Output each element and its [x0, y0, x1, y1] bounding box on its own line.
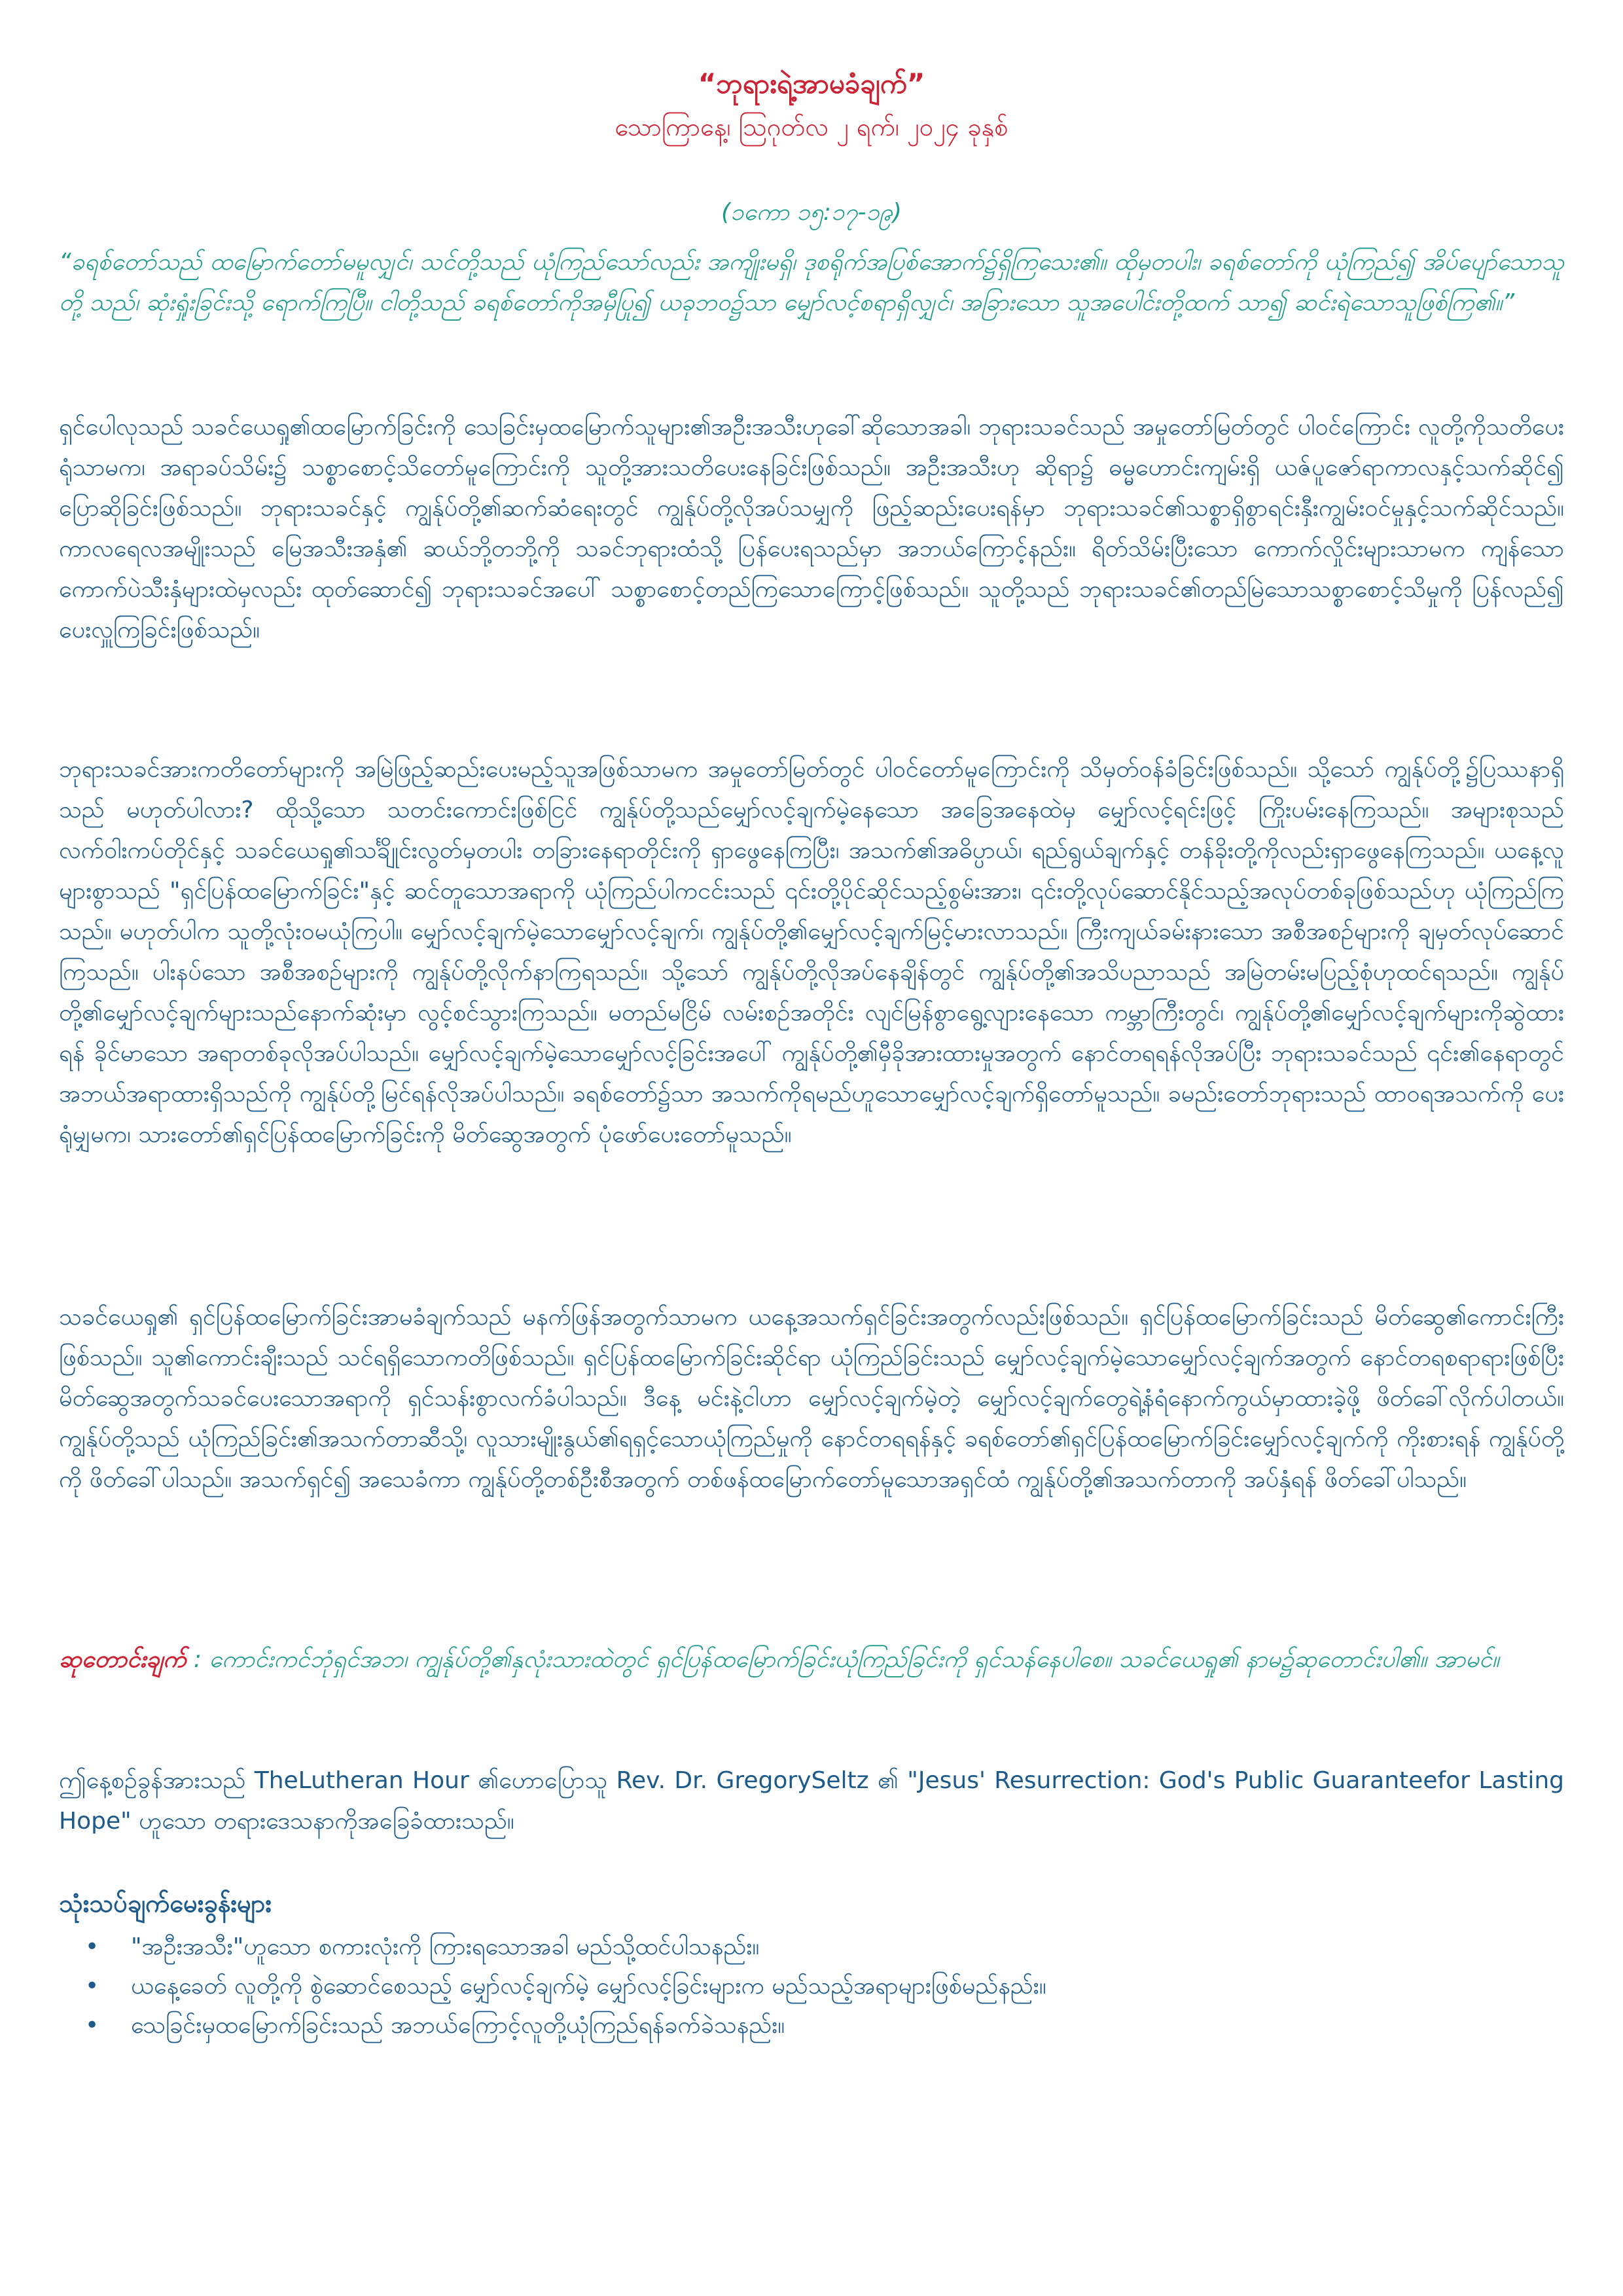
question-text: "အဦးအသီး"ဟူသော စကားလုံးကို ကြားရသောအခါ မည်သို့ထင်ပါသနည်း။ [131, 1933, 760, 1960]
questions-heading: သုံးသပ်ချက်မေးခွန်းများ [59, 1889, 272, 1918]
prayer-text: ကောင်းကင်ဘုံရှင်အဘ၊ ကျွန်ုပ်တို့၏နှလုံးသားထဲတွင် ရှင်ပြန်ထမြောက်ခြင်းယုံကြည်ခြင်းကို ရှင်သန်နေပါစေ။ သခင်ယေရှု၏ နာမ၌ဆုတောင်းပါ၏။ အာမင်။ [209, 1646, 1499, 1673]
bullet-icon: • [85, 1973, 99, 2000]
source-note: ဤနေ့စဉ်ခွန်အားသည် TheLutheran Hour ၏ဟောပြောသူ Rev. Dr. GregorySeltz ၏ "Jesus' Resurrection: God's Public Guaranteefor Lasting Hope" ဟူသော တရားဒေသနာကိုအခြေခံထားသည်။ [59, 1767, 1564, 1835]
body-paragraph-3: သခင်ယေရှု၏ ရှင်ပြန်ထမြောက်ခြင်းအာမခံချက်သည် မနက်ဖြန်အတွက်သာမက ယနေ့အသက်ရှင်ခြင်းအတွက်လည်းဖြစ်သည်။ ရှင်ပြန်ထမြောက်ခြင်းသည် မိတ်ဆွေ၏ကောင်းကြီးဖြစ်သည်။ သူ၏ကောင်းချီးသည် သင်ရရှိသောကတိဖြစ်သည်။ ရှင်ပြန်ထမြောက်ခြင်းဆိုင်ရာ ယုံကြည်ခြင်းသည် မျှော်လင့်ချက်မဲ့သောမျှော်လင့်ချက်အတွက် နောင်တရစရာရားဖြစ်ပြီး မိတ်ဆွေအတွက်သခင်ပေးသောအရာကို ရှင်သန်းစွာလက်ခံပါသည်။ ဒီနေ့ မင်းနဲ့ငါဟာ မျှော်လင့်ချက်မဲ့တဲ့ မျှော်လင့်ချက်တွေရဲ့နံရံနောက်ကွယ်မှာထားခဲ့ဖို့ ဖိတ်ခေါ်လိုက်ပါတယ်။ ကျွန်ုပ်တို့သည် ယုံကြည်ခြင်း၏အသက်တာဆီသို့၊ လူသားမျိုးနွယ်၏ရရှင့်သောယုံကြည်မှုကို နောင်တရရန်နှင့် ခရစ်တော်၏ရှင်ပြန်ထမြောက်ခြင်းမျှော်လင့်ချက်ကို ကိုးစားရန် ကျွန်ုပ်တို့ကို ဖိတ်ခေါ်ပါသည်။ အသက်ရှင်၍ အသေခံကာ ကျွန်ုပ်တို့တစ်ဦးစီအတွက် တစ်ဖန်ထမြောက်တော်မူသောအရှင်ထံ ကျွန်ုပ်တို့၏အသက်တာကို အပ်နှံရန် ဖိတ်ခေါ်ပါသည်။ [59, 1304, 1564, 1493]
prayer-label: ဆုတောင်းချက် [59, 1646, 187, 1673]
question-text: သေခြင်းမှထမြောက်ခြင်းသည် အဘယ်ကြောင့်လူတို့ယုံကြည်ရန်ခက်ခဲသနည်း။ [131, 2012, 785, 2039]
list-item [59, 2006, 1564, 2045]
body-paragraph-2: ဘုရားသခင်အားကတိတော်များကို အမြဲဖြည့်ဆည်းပေးမည့်သူအဖြစ်သာမက အမှုတော်မြတ်တွင် ပါဝင်တော်မူကြောင်းကို သိမှတ်ဝန်ခံခြင်းဖြစ်သည်။ သို့သော် ကျွန်ုပ်တို့၌ပြဿနာရှိသည် မဟုတ်ပါလား? ထိုသို့သော သတင်းကောင်းဖြစ်ငြင် ကျွန်ုပ်တို့သည်မျှော်လင့်ချက်မဲ့နေသော အခြေအနေထဲမှ မျှော်လင့်ရင်းဖြင့် ကြိုးပမ်းနေကြသည်။ အများစုသည် လက်ဝါးကပ်တိုင်နှင့် သခင်ယေရှု၏သင်္ချိုင်းလွတ်မှတပါး တခြားနေရာတိုင်းကို ရှာဖွေနေကြပြီး၊ အသက်၏အဓိပ္ပာယ်၊ ရည်ရွယ်ချက်နှင့် တန်ခိုးတို့ကိုလည်းရှာဖွေနေကြသည်။ ယနေ့လူများစွာသည် "ရှင်ပြန်ထမြောက်ခြင်း"နှင့် ဆင်တူသောအရာကို ယုံကြည်ပါကငင်းသည် ၎င်းတို့ပိုင်ဆိုင်သည့်စွမ်းအား၊ ၎င်းတို့လုပ်ဆောင်နိုင်သည့်အလုပ်တစ်ခုဖြစ်သည်ဟု ယုံကြည်ကြသည်။ မဟုတ်ပါက သူတို့လုံးဝမယုံကြပါ။ မျှော်လင့်ချက်မဲ့သောမျှော်လင့်ချက်၊ ကျွန်ုပ်တို့၏မျှော်လင့်ချက်မြင့်မားလာသည်။ ကြီးကျယ်ခမ်းနားသော အစီအစဉ်များကို ချမှတ်လုပ်ဆောင်ကြသည်။ ပါးနပ်သော အစီအစဉ်များကို ကျွန်ုပ်တို့လိုက်နာကြရသည်။ သို့သော် ကျွန်ုပ်တို့လိုအပ်နေချိန်တွင် ကျွန်ုပ်တို့၏အသိပညာသည် အမြဲတမ်းမပြည့်စုံဟုထင်ရသည်။ ကျွန်ုပ်တို့၏မျှော်လင့်ချက်များသည်နောက်ဆုံးမှာ လွင့်စင်သွားကြသည်။ မတည်မငြိမ် လမ်းစဉ်အတိုင်း လျင်မြန်စွာရွေ့လျားနေသော ကမ္ဘာကြီးတွင်၊ ကျွန်ုပ်တို့၏မျှော်လင့်ချက်များကိုဆွဲထားရန် ခိုင်မာသော အရာတစ်ခုလိုအပ်ပါသည်။ မျှော်လင့်ချက်မဲ့သောမျှော်လင့်ခြင်းအပေါ် ကျွန်ုပ်တို့၏မှီခိုအားထားမှုအတွက် နောင်တရရန်လိုအပ်ပြီး ဘုရားသခင်သည် ၎င်း၏နေရာတွင် အဘယ်အရာထားရှိသည်ကို ကျွန်ုပ်တို့မြင်ရန်လိုအပ်ပါသည်။ ခရစ်တော်၌သာ အသက်ကိုရမည်ဟူသောမျှော်လင့်ချက်ရှိတော်မူသည်။ ခမည်းတော်ဘုရားသည် ထာဝရအသက်ကို ပေးရုံမျှမက၊ သားတော်၏ရှင်ပြန်ထမြောက်ခြင်းကို မိတ်ဆွေအတွက် ပုံဖော်ပေးတော်မူသည်။ [59, 756, 1564, 1148]
bullet-icon: • [85, 2012, 99, 2039]
prayer-separator: : [186, 1646, 209, 1673]
list-item [59, 1928, 1564, 1967]
body-paragraph-1: ရှင်ပေါလုသည် သခင်ယေရှု၏ထမြောက်ခြင်းကို သေခြင်းမှထမြောက်သူများ၏အဦးအသီးဟုခေါ်ဆိုသောအခါ၊ ဘုရားသခင်သည် အမှုတော်မြတ်တွင် ပါဝင်ကြောင်း လူတို့ကိုသတိပေးရုံသာမက၊ အရာခပ်သိမ်း၌ သစ္စာစောင့်သိတော်မူကြောင်းကို သူတို့အားသတိပေးနေခြင်းဖြစ်သည်။ အဦးအသီးဟု ဆိုရာ၌ ဓမ္မဟောင်းကျမ်းရှိ ယဇ်ပူဇော်ရာကာလနှင့်သက်ဆိုင်၍ ပြောဆိုခြင်းဖြစ်သည်။ ဘုရားသခင်နှင့် ကျွန်ုပ်တို့၏ဆက်ဆံရေးတွင် ကျွန်ုပ်တို့လိုအပ်သမျှကို ဖြည့်ဆည်းပေးရန်မှာ ဘုရားသခင်၏သစ္စာရှိစွာရင်းနှီးကျွမ်းဝင်မှုနှင့်သက်ဆိုင်သည်။ ကာလရေလအမျိုးသည် မြေအသီးအနှံ၏ ဆယ်ဘို့တဘို့ကို သခင်ဘုရားထံသို့ ပြန်ပေးရသည်မှာ အဘယ်ကြောင့်နည်း။ ရိတ်သိမ်းပြီးသော ကောက်လှိုင်းများသာမက ကျန်သောကောက်ပဲသီးနှံများထဲမှလည်း ထုတ်ဆောင်၍ ဘုရားသခင်အပေါ် သစ္စာစောင့်တည်ကြသောကြောင့်ဖြစ်သည်။ သူတို့သည် ဘုရားသခင်၏တည်မြဲသောသစ္စာစောင့်သိမှုကို ပြန်လည်၍ ပေးလှူကြခြင်းဖြစ်သည်။ [59, 414, 1564, 643]
page-date: သောကြာနေ့၊ ဩဂုတ်လ ၂ ရက်၊ ၂၀၂၄ ခုနှစ် [615, 113, 1008, 141]
question-text: ယနေ့ခေတ် လူတို့ကို စွဲဆောင်စေသည့် မျှော်လင့်ချက်မဲ့ မျှော်လင့်ခြင်းများက မည်သည့်အရာများဖြစ်မည်နည်း။ [131, 1973, 1046, 2000]
scripture-reference: (၁ကော ၁၅:၁၇-၁၉) [721, 199, 902, 226]
list-item [59, 1967, 1564, 2006]
questions-list [59, 1928, 1564, 2045]
prayer [59, 1640, 1564, 1680]
bullet-icon: • [85, 1933, 99, 1960]
page-title: “ဘုရားရဲ့အာမခံချက်” [698, 67, 925, 99]
scripture-text: “ခရစ်တော်သည် ထမြောက်တော်မမူလျှင်၊ သင်တို့သည် ယုံကြည်သော်လည်း အကျိုးမရှိ၊ ဒုစရိုက်အပြစ်အောက်၌ရှိကြသေး၏။ ထိုမှတပါး၊ ခရစ်တော်ကို ယုံကြည်၍ အိပ်ပျော်သောသူတို့ သည်၊ ဆုံးရှုံးခြင်းသို့ ရောက်ကြပြီ။ ငါတို့သည် ခရစ်တော်ကိုအမှီပြု၍ ယခုဘဝ၌သာ မျှော်လင့်စရာရှိလျှင်၊ အခြားသော သူအပေါင်းတို့ထက် သာ၍ ဆင်းရဲသောသူဖြစ်ကြ၏။” [59, 249, 1564, 316]
